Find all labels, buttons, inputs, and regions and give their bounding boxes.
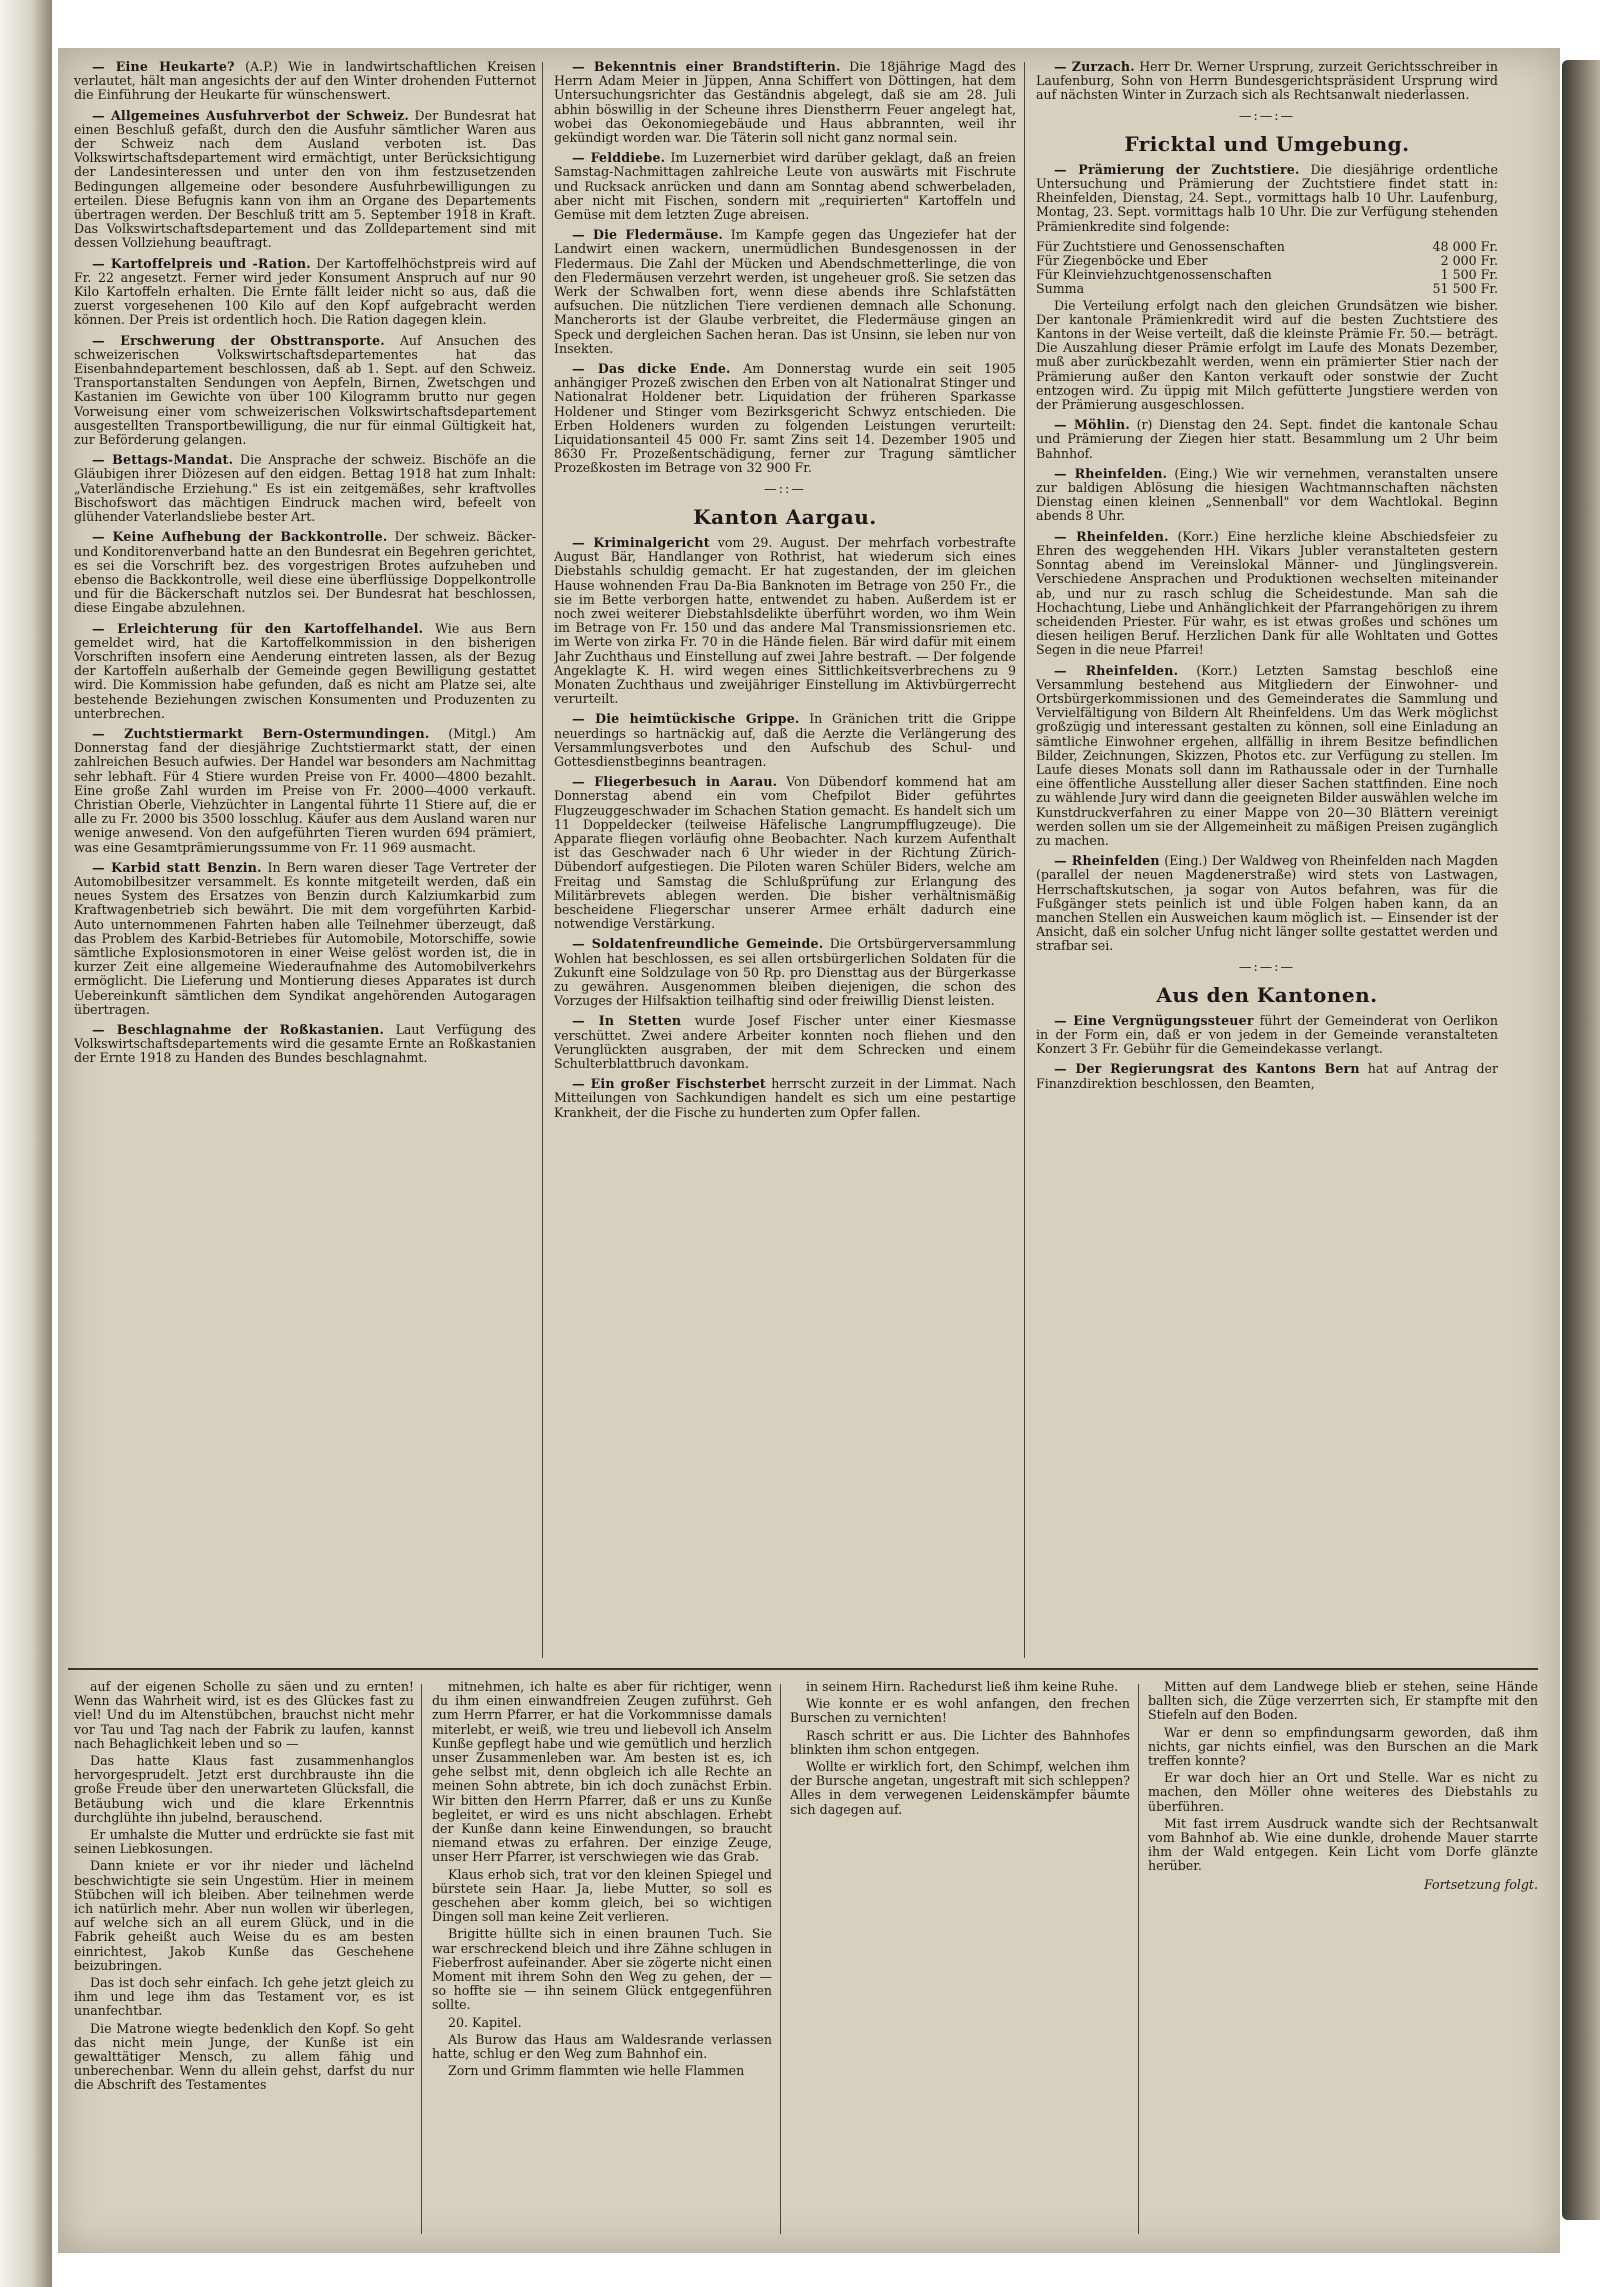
premium-credits-table xyxy=(1036,240,1498,297)
news-article xyxy=(74,60,536,103)
article-text: Der Bundesrat hat einen Beschluß gefaßt, durch den die Ausfuhr sämtlicher Waren aus der Schweiz nach dem Ausland verboten ist. Das Volkswirtschaftsdepartement wird ermächtigt, unter Berücksichtigung der Landesinteressen und unter den von ihm festzusetzenden Bedingungen allgemeine oder besondere Ausfuhrbewilligungen zu erteilen. Diese Befugnis kann von ihm an Organe des Departements übertragen werden. Der Beschluß tritt am 5. September 1918 in Kraft. Das Volkswirtschaftsdepartement und das Zolldepartement sind mit dessen Vollziehung beauftragt. xyxy=(74,107,536,251)
feuilleton-paragraph: Die Matrone wiegte bedenklich den Kopf. So geht das nicht mein Junge, der Kunße ist ein gewalttätiger Mensch, zu allem fähig und unberechenbar. Wenn du allein gehst, darfst du nur die Abschrift des Testamentes xyxy=(74,2020,414,2093)
feuilleton-column-1 xyxy=(74,1680,414,2240)
news-article xyxy=(1036,163,1498,234)
article-text: Die Ortsbürgerversammlung Wohlen hat beschlossen, es sei allen ortsbürgerlichen Soldaten für die Zukunft eine Soldzulage von 50 Rp. pro Diensttag aus der Bürgerkasse zu gewähren. Ausgenommen bleiben diejenigen, die schon des Vorzuges der Hilfsaktion teilhaftig sind oder freiwillig Dienst leisten. xyxy=(554,936,1016,1009)
article-headline: — In Stetten xyxy=(572,1013,682,1029)
news-article xyxy=(74,257,536,328)
news-article xyxy=(554,775,1016,931)
article-text: hat auf Antrag der Finanzdirektion beschlossen, den Beamten, xyxy=(1036,1061,1498,1091)
feuilleton-paragraph: Das hatte Klaus fast zusammenhanglos hervorgesprudelt. Jetzt erst durchbrauste ihn die große Freude über den unerwarteten Glücksfall, die Betäubung wich und die klare Erkenntnis durchglühte ihn jubelnd, berauschend. xyxy=(74,1753,414,1825)
article-text: (r) Dienstag den 24. Sept. findet die kantonale Schau und Prämierung der Ziegen hier statt. Besammlung um 2 Uhr beim Bahnhof. xyxy=(1036,417,1498,461)
article-text: Am Donnerstag wurde ein seit 1905 anhängiger Prozeß zwischen den Erben von alt Nationalrat Stinger und Nationalrat Holdener betr. Liquidation der früheren Sparkasse Holdener und Stinger vom Bezirksgericht Schwyz entschieden. Die Erben Holdeners wurden zu folgenden Leistungen verurteilt: Liquidationsanteil 45 000 Fr. samt Zins seit 14. Dezember 1905 und 8630 Fr. Prozeßentschädigung, ferner zur Tragung sämtlicher Prozeßkosten im Betrage von 32 900 Fr. xyxy=(554,361,1016,476)
news-article xyxy=(74,334,536,448)
section-divider: —:—:— xyxy=(1238,958,1296,974)
news-article xyxy=(554,362,1016,476)
article-text: Laut Verfügung des Volkswirtschaftsdepartements wird die gesamte Ernte an Roßkastanien der Ernte 1918 zu Handen des Bundes beschlagnahmt. xyxy=(74,1022,536,1066)
article-headline: — Karbid statt Benzin. xyxy=(92,859,262,875)
feuilleton-paragraph: Brigitte hüllte sich in einen braunen Tuch. Sie war erschreckend bleich und ihre Zähne schlugen in Fieberfrost aufeinander. Aber sie zögerte nicht einen Moment mit ihrem Sohn den Weg zu gehen, der — so hoffte sie — ihn seinem Glück entgegenführen sollte. xyxy=(432,1926,772,2013)
article-text: Im Kampfe gegen das Ungeziefer hat der Landwirt einen wackern, unermüdlichen Bundesgenossen in der Fledermaus. Die Zahl der Mücken und Abendschmetterlinge, die von den Fledermäusen verzehrt werden, ist ungeheuer groß. Sie setzen das Werk der Schwalben fort, wenn diese abends ihre Schlafstätten aufsuchen. Die nützlichen Tiere verdienen demnach alle Schonung. Mancherorts ist der Glaube verbreitet, die Fledermäuse gingen an Speck und dergleichen Sachen heran. Das ist Unsinn, sie leben nur von Insekten. xyxy=(554,227,1016,356)
article-text: (Korr.) Letzten Samstag beschloß eine Versammlung bestehend aus Mitgliedern der Einwohner- und Ortsbürgerkommissionen und des Gemeinderates die Sammlung und Vervielfältigung von Bildern Alt Rheinfeldens. Um das Werk möglichst großzügig und interessant gestalten zu können, soll eine Einladung an sämtliche Einwohner ergehen, allfällig in ihrem Besitze befindlichen Bilder, Zeichnungen, Skizzen, Photos etc. zur Verfügung zu stellen. Im Laufe dieses Monats soll dann im Rathaussale oder in der Turnhalle eine öffentliche Ausstellung aller dieser Sachen stattfinden. Eine noch zu wählende Jury wird dann die geeigneten Bilder auswählen welche im Kunstdruckverfahren zu einer Mappe von 20—30 Blättern vereinigt werden sollen um sie der Allgemeinheit zu mäßigen Preisen zugänglich zu machen. xyxy=(1036,662,1498,848)
feuilleton-col4-body xyxy=(1148,1680,1538,1874)
article-text: Die diesjährige ordentliche Untersuchung und Prämierung der Zuchtstiere findet statt in: Rheinfelden, Dienstag, 24. Sept., vormittags halb 10 Uhr. Laufenburg, Montag, 23. Sept. vormittags halb 10 Uhr. Die zur Verfügung stehenden Prämienkredite sind folgende: xyxy=(1036,161,1498,234)
news-article xyxy=(74,727,536,855)
section-divider: —::— xyxy=(764,480,806,496)
feuilleton-paragraph: Dann kniete er vor ihr nieder und lächelnd beschwichtigte sie sein Ungestüm. Hier in meinem Stübchen will ich bleiben. Aber teilnehmen werde ich natürlich mehr. Aber nun wollen wir überlegen, auf welche sich an all eurem Glück, und in die Fabrik geheißt auch Weise du es am besten einrichtest, Jakob Kunße das Geschehene beizubringen. xyxy=(74,1858,414,1973)
news-article xyxy=(74,861,536,1017)
newspaper-page xyxy=(58,48,1560,2253)
article-headline: — Fliegerbesuch in Aarau. xyxy=(572,774,778,790)
article-text: (Korr.) Eine herzliche kleine Abschiedsfeier zu Ehren des weggehenden HH. Vikars Jubler veranstalteten gestern Sonntag abend im Vereinslokal Männer- und Jünglingsverein. Verschiedene Ansprachen und Produktionen wechselten miteinander ab, und nur zu rasch schlug die Scheidestunde. Man sah die Hochachtung, Liebe und Anhänglichkeit der Pfarrangehörigen zu ihrem scheidenden Priester. Für wahr, es ist etwas großes und schönes um diesen heiligen Beruf. Herzlichen Dank für alle Wohltaten und Gottes Segen in die neue Pfarrei! xyxy=(1036,528,1498,658)
article-headline: — Allgemeines Ausfuhrverbot der Schweiz. xyxy=(92,107,409,123)
premium-credits-row xyxy=(1036,254,1498,268)
feuilleton-paragraph: Mitten auf dem Landwege blieb er stehen, seine Hände ballten sich, die Züge verzerrten sich, Er stampfte mit den Stiefeln auf den Boden. xyxy=(1148,1680,1538,1723)
feuilleton-paragraph: auf der eigenen Scholle zu säen und zu ernten! Wenn das Wahrheit wird, ist es des Glückes fast zu viel! Und du im Altenstübchen, brauchst nicht mehr vor Tau und Tag nach der Fabrik zu laufen, kannst nach Behaglichkeit leben und so — xyxy=(74,1680,414,1751)
news-article xyxy=(74,1023,536,1066)
news-article xyxy=(554,712,1016,769)
news-article xyxy=(74,622,536,721)
article-headline: — Eine Vergnügungssteuer xyxy=(1054,1012,1254,1028)
feuilleton-column-2 xyxy=(432,1680,772,2240)
news-article xyxy=(554,228,1016,356)
article-text: Im Luzernerbiet wird darüber geklagt, daß an freien Samstag-Nachmittagen zahlreiche Leute von auswärts mit Fischrute und Rucksack anrücken und dann am Sonntag abend schwerbeladen, aber nicht mit Fischen, sondern mit „requirierten" Kartoffeln und Gemüse mit dem letzten Zuge abreisen. xyxy=(554,150,1016,223)
news-column-3 xyxy=(1036,60,1498,1660)
article-text: Herr Dr. Werner Ursprung, zurzeit Gerichtsschreiber in Laufenburg, Sohn von Herrn Bundesgerichtspräsident Ursprung wird auf nächsten Winter in Zurzach sich als Rechtsanwalt niederlassen. xyxy=(1036,60,1498,103)
article-headline: — Kriminalgericht xyxy=(572,534,710,550)
column-rule xyxy=(1138,1684,1139,2234)
feuilleton-paragraph: Er umhalste die Mutter und erdrückte sie fast mit seinen Liebkosungen. xyxy=(74,1827,414,1857)
feuilleton-paragraph: Als Burow das Haus am Waldesrande verlassen hatte, schlug er den Weg zum Bahnhof ein. xyxy=(432,2031,772,2062)
article-text: In Bern waren dieser Tage Vertreter der Automobilbesitzer versammelt. Es konnte mitgeteilt werden, daß ein neues System des Ersatzes von Benzin durch Kalziumkarbid zum Kraftwagenbetrieb sich bewährt. Die mit dem vorgeführten Karbid-Auto unternommenen Fahrten haben alle Teilnehmer überzeugt, daß das Problem des Karbid-Betriebes für Automobile, Motorschiffe, sowie sämtliche Explosionsmotoren in einer Weise gelöst worden ist, die in kurzer Zeit eine allgemeine Wiederaufnahme des Automobilverkehrs ermöglicht. Die Lieferung und Montierung dieses Apparates ist durch Uebereinkunft sämtlichen dem Syndikat angehörenden Autogaragen übertragen. xyxy=(74,859,536,1017)
premium-credits-label: Für Zuchtstiere und Genossenschaften xyxy=(1036,238,1285,254)
news-section xyxy=(58,48,1560,1661)
article-headline: — Erschwerung der Obsttransporte. xyxy=(92,332,385,348)
article-headline: — Das dicke Ende. xyxy=(572,361,731,377)
article-headline: — Die heimtückische Grippe. xyxy=(572,711,800,727)
section-heading: Kanton Aargau. xyxy=(693,504,877,529)
article-text: Von Dübendorf kommend hat am Donnerstag abend ein vom Chefpilot Bider geführtes Flugzeuggeschwader im Schachen Station gemacht. Es handelt sich um 11 Doppeldecker (teilweise Häfelische Langrumpfflugzeuge). Die Apparate fliegen vorläufig ohne Beobachter. Nach kurzem Aufenthalt ist das Geschwader nach 6 Uhr wieder in der Richtung Zürich-Dübendorf aufgestiegen. Die Piloten waren Schüler Biders, welche am Freitag und Samstag die Schlußprüfung zur Erlangung des Militärbrevets ablegen werden. Die bisher verhältnismäßig bescheidene Fliegerschar unserer Armee erhält dadurch eine notwendige Verstärkung. xyxy=(554,774,1016,932)
article-headline: — Eine Heukarte? xyxy=(92,60,235,74)
article-headline: — Die Fledermäuse. xyxy=(572,227,724,243)
feuilleton-paragraph: Wie konnte er es wohl anfangen, den frechen Burschen zu vernichten! xyxy=(790,1696,1130,1726)
news-article xyxy=(74,109,536,251)
article-headline: — Bettags-Mandat. xyxy=(92,452,234,468)
article-headline: — Prämierung der Zuchtstiere. xyxy=(1054,161,1300,177)
premium-credits-row xyxy=(1036,268,1498,282)
article-text: (Eing.) Wie wir vernehmen, veranstalten unsere zur baldigen Ablösung die hiesigen Wachtmannschaften nächsten Dienstag einen kleinen „Sennenball" vor dem Wachtlokal. Beginn abends 8 Uhr. xyxy=(1036,465,1498,524)
article-headline: — Zuchtstiermarkt Bern-Ostermundingen. xyxy=(92,725,430,741)
article-headline: — Zurzach. xyxy=(1054,60,1135,74)
feuilleton-paragraph: War er denn so empfindungsarm geworden, daß ihm nichts, gar nichts einfiel, was den Burschen an die Mark treffen konnte? xyxy=(1148,1724,1538,1769)
article-headline: — Soldatenfreundliche Gemeinde. xyxy=(572,936,824,952)
feuilleton-separator-line xyxy=(68,1668,1538,1670)
news-article xyxy=(1036,60,1498,103)
article-headline: — Beschlagnahme der Roßkastanien. xyxy=(92,1022,385,1037)
article-text: Die 18jährige Magd des Herrn Adam Meier in Jüppen, Anna Schiffert von Döttingen, hat dem Untersuchungsrichter das Geständnis abgelegt, daß sie am 28. Juli abhin böswillig in der Scheune ihres Dienstherrn Feuer angelegt hat, wobei das Oekonomiegebäude und Haus abbrannten, weil ihr gekündigt worden war. Die Täterin soll nicht ganz normal sein. xyxy=(554,60,1016,146)
article-text: führt der Gemeinderat von Oerlikon in der Form ein, daß er von jedem in der Gemeinde veranstalteten Konzert 3 Fr. Gebühr für die Gemeindekasse verlangt. xyxy=(1036,1012,1498,1057)
article-headline: — Rheinfelden. xyxy=(1054,662,1179,678)
news-article xyxy=(554,937,1016,1008)
news-article xyxy=(1036,299,1498,413)
news-article xyxy=(1036,1014,1498,1057)
article-text: Die Verteilung erfolgt nach den gleichen Grundsätzen wie bisher. Der kantonale Prämienkredit wird auf die besten Zuchtstiere des Kantons in der Weise verteilt, daß die kleinste Prämie Fr. 50.— beträgt. Die Auszahlung dieser Prämie erfolgt im Laufe des Monats Dezember, muß aber zurückbezahlt werden, wenn ein prämierter Stier nach der Prämierung außer den Kanton verkauft oder sonstwie der Zucht entzogen wird. Zu üppig mit Milch gefütterte Jungstiere werden von der Prämierung ausgeschlossen. xyxy=(1036,297,1498,413)
article-text: (A.P.) Wie in landwirtschaftlichen Kreisen verlautet, hält man angesichts der auf den Winter drohenden Futternot die Einführung der Heukarte für wünschenswert. xyxy=(74,60,536,103)
news-article xyxy=(554,60,1016,145)
article-headline: — Rheinfelden. xyxy=(1054,528,1169,544)
article-headline: — Felddiebe. xyxy=(572,150,666,166)
continuation-note: Fortsetzung folgt. xyxy=(1423,1876,1538,1892)
news-article xyxy=(1036,1062,1498,1090)
article-text: (Mitgl.) Am Donnerstag fand der diesjährige Zuchtstiermarkt statt, der einen zahlreichen Besuch aufwies. Der Handel war besonders am Nachmittag sehr lebhaft. Für 4 Stiere wurden Preise von Fr. 4000—4800 bezahlt. Eine große Zahl wurden im Preise von Fr. 2000—4000 verkauft. Christian Oberle, Viehzüchter in Langental führte 11 Stiere auf, die er alle zu Fr. 2000 bis 3500 losschlug. Käufer aus dem Ausland waren nur wenige anwesend. Von den aufgeführten Tieren wurden 694 prämiert, was eine Gesamtprämierungssumme von Fr. 11 969 ausmacht. xyxy=(74,725,536,855)
article-headline: — Rheinfelden. xyxy=(1054,465,1168,481)
article-text: Der schweiz. Bäcker- und Konditorenverband hatte an den Bundesrat ein Begehren gerichtet, es sei die Vorschrift bez. des vorgestrigen Brotes aufzuheben und ebenso die Backkontrolle, weil diese eine überflüssige Doppelkontrolle und für die Bäckerschaft nutzlos sei. Der Bundesrat hat beschlossen, diese Eingabe abzulehnen. xyxy=(74,529,536,616)
scan-binding-edge-left xyxy=(0,0,52,2287)
article-text: wurde Josef Fischer unter einer Kiesmasse verschüttet. Zwei andere Arbeiter konnten noch fliehen und den Verunglückten ausgraben, der mit dem Schrecken und einem Schulterblattbruch davonkam. xyxy=(554,1013,1016,1071)
news-article xyxy=(1036,418,1498,461)
premium-credits-amount: 1 500 Fr. xyxy=(1440,267,1498,283)
news-article xyxy=(74,530,536,615)
article-headline: — Der Regierungsrat des Kantons Bern xyxy=(1054,1061,1360,1077)
article-headline: — Kartoffelpreis und -Ration. xyxy=(92,255,311,271)
scan-binding-edge-right xyxy=(1562,60,1600,2220)
feuilleton-paragraph: Zorn und Grimm flammten wie helle Flammen xyxy=(448,2063,745,2079)
feuilleton-paragraph: Rasch schritt er aus. Die Lichter des Bahnhofes blinkten ihm schon entgegen. xyxy=(790,1727,1130,1757)
feuilleton-paragraph: in seinem Hirn. Rachedurst ließ ihm keine Ruhe. xyxy=(806,1680,1119,1694)
feuilleton-column-4 xyxy=(1148,1680,1538,2240)
article-text: Wie aus Bern gemeldet wird, hat die Kartoffelkommission in den bisherigen Vorschriften insofern eine Aenderung eintreten lassen, als der Bezug der Kartoffeln außerhalb der Gemeinde gegen Bewilligung gestattet wird. Die Kommission habe gefunden, daß es nicht am Platze sei, alte bestehende Beziehungen zwischen Konsumenten und Produzenten zu unterbrechen. xyxy=(74,620,536,721)
article-text: herrscht zurzeit in der Limmat. Nach Mitteilungen von Sachkundigen handelt es sich um eine pestartige Krankheit, der die Fische zu hunderten zum Opfer fallen. xyxy=(554,1076,1016,1120)
article-headline: — Erleichterung für den Kartoffelhandel. xyxy=(92,620,424,636)
news-column-1 xyxy=(74,60,536,1660)
article-headline: — Keine Aufhebung der Backkontrolle. xyxy=(92,529,388,545)
feuilleton-column-3 xyxy=(790,1680,1130,2240)
article-text: vom 29. August. Der mehrfach vorbestrafte August Bär, Handlanger von Rothrist, hat wiederum sich eines Diebstahls schuldig gemacht. Er hat zugestanden, der im gleichen Hause wohnenden Frau Da-Bia Banknoten im Betrage von 250 Fr., die sie im Bette verborgen hatte, entwendet zu haben. Außerdem ist er noch zwei weiterer Diebstahlsdelikte überführt worden, wo ihm Wein im Betrage von Fr. 150 und das andere Mal Transmissionsriemen etc. im Werte von zirka Fr. 70 in die Hände fielen. Bär wird dafür mit einem Jahr Zuchthaus und Einstellung auf zwei Jahre bestraft. — Der folgende Angeklagte K. H. wird wegen eines Sittlichkeitsverbrechens zu 9 Monaten Zuchthaus und zweijähriger Einstellung im Aktivbürgerrecht verurteilt. xyxy=(554,534,1016,707)
news-article xyxy=(554,151,1016,222)
column-rule xyxy=(1024,62,1025,1658)
news-article xyxy=(554,1077,1016,1120)
section-heading: Aus den Kantonen. xyxy=(1156,982,1378,1007)
article-text: Die Ansprache der schweiz. Bischöfe an die Gläubigen ihrer Diözesen auf den eidgen. Bettag 1918 hat zum Inhalt: „Vaterländische Erziehung." Es ist ein zeitgemäßes, sehr kraftvolles Bischofswort das mächtigen Eindruck machen wird, befeelt von glühender Vaterlandsliebe bester Art. xyxy=(74,452,536,525)
feuilleton-paragraph: Das ist doch sehr einfach. Ich gehe jetzt gleich zu ihm und lege ihm das Testament vor, es ist unanfechtbar. xyxy=(74,1975,414,2019)
news-article xyxy=(1036,530,1498,658)
feuilleton-paragraph: Klaus erhob sich, trat vor den kleinen Spiegel und bürstete sein Haar. Ja, liebe Mutter, so soll es geschehen aber komm gleich, bei so wichtigen Dingen soll man keine Zeit verlieren. xyxy=(432,1866,772,1925)
premium-credits-label: Für Ziegenböcke und Eber xyxy=(1036,253,1208,269)
news-article xyxy=(554,536,1016,706)
section-heading: Fricktal und Umgebung. xyxy=(1124,131,1410,156)
feuilleton-section xyxy=(58,1680,1560,2240)
premium-credits-label: Summa xyxy=(1036,281,1085,297)
news-article xyxy=(74,453,536,524)
premium-credits-row xyxy=(1036,282,1498,296)
feuilleton-paragraph: Er war doch hier an Ort und Stelle. War es nicht zu machen, den Möller ohne weiteres des Diebstahls zu überführen. xyxy=(1148,1770,1538,1814)
article-text: Auf Ansuchen des schweizerischen Volkswirtschaftsdepartementes hat das Eisenbahndepartement beschlossen, daß ab 1. Sept. auf den Schweiz. Transportanstalten Sendungen von Aepfeln, Birnen, Zwetschgen und Kastanien im Gewichte von über 100 Kilogramm brutto nur gegen Vorweisung einer vom schweizerischen Volkswirtschaftsdepartement ausgestellten Transportbewilligung, die nur für einmal Gültigkeit hat, zur Beförderung gelangen. xyxy=(74,332,536,448)
column-rule xyxy=(780,1684,781,2234)
premium-credits-amount: 51 500 Fr. xyxy=(1432,281,1498,297)
column-rule xyxy=(421,1684,422,2234)
premium-credits-row xyxy=(1036,240,1498,254)
news-article xyxy=(1036,854,1498,953)
article-headline: — Rheinfelden xyxy=(1054,853,1160,869)
feuilleton-paragraph: 20. Kapitel. xyxy=(448,2014,522,2030)
premium-credits-amount: 48 000 Fr. xyxy=(1432,238,1498,254)
section-divider: —:—:— xyxy=(1238,107,1296,123)
feuilleton-paragraph: mitnehmen, ich halte es aber für richtiger, wenn du ihm einen einwandfreien Zeugen zuführst. Geh zum Herrn Pfarrer, er hat die Vorkommnisse damals miterlebt, er weiß, wie treu und liebevoll ich Anselm Kunße gepflegt habe und wie gemütlich und herzlich unser Zusammenleben war. Am besten ist es, ich gehe selbst mit, denn obgleich ich alle Rechte an meinen Sohn abtrete, bin ich doch zunächst Erbin. Wir bitten den Herrn Pfarrer, daß er uns zu Kunße begleitet, er wird es uns nicht abschlagen. Erhebt der Kunße dann keine Einwendungen, so braucht niemand etwas zu erfahren. Der einzige Zeuge, unser Herr Pfarrer, ist verschwiegen wie das Grab. xyxy=(432,1680,772,1865)
article-headline: — Bekenntnis einer Brandstifterin. xyxy=(572,60,841,74)
article-headline: — Ein großer Fischsterbet xyxy=(572,1076,766,1092)
premium-credits-amount: 2 000 Fr. xyxy=(1440,253,1498,269)
article-text: (Eing.) Der Waldweg von Rheinfelden nach Magden (parallel der neuen Magdenerstraße) wird stets von Lastwagen, Herrschaftskutschen, ja sogar von Autos befahren, was für die Fußgänger stets peinlich ist und üble Folgen haben kann, da an manchen Stellen ein Ausweichen kaum möglich ist. — Einsender ist der Ansicht, daß ein solcher Unfug nicht länger sollte gestattet werden und strafbar sei. xyxy=(1036,853,1498,954)
news-column-2 xyxy=(554,60,1016,1660)
article-text: Der Kartoffelhöchstpreis wird auf Fr. 22 angesetzt. Ferner wird jeder Konsument Anspruch auf nur 90 Kilo Kartoffeln erhalten. Die Ernte fällt leider nicht so aus, daß die zuerst vorgesehenen 100 Kilo auf den Kopf aufgebracht werden können. Der Preis ist ordentlich hoch. Die Ration dagegen klein. xyxy=(74,255,536,328)
premium-credits-label: Für Kleinviehzuchtgenossenschaften xyxy=(1036,267,1272,283)
article-text: In Gränichen tritt die Grippe neuerdings so hartnäckig auf, daß die Aerzte die Verlängerung des Versammlungsverbotes und den Aufschub des Schul- und Gottesdienstbeginns beantragen. xyxy=(554,711,1016,769)
column-rule xyxy=(542,62,543,1658)
news-article xyxy=(1036,467,1498,524)
feuilleton-paragraph: Mit fast irrem Ausdruck wandte sich der Rechtsanwalt vom Bahnhof ab. Wie eine dunkle, drohende Mauer starrte ihm der Wald entgegen. Kein Licht vom Dorfe glänzte herüber. xyxy=(1148,1815,1538,1874)
feuilleton-paragraph: Wollte er wirklich fort, den Schimpf, welchen ihm der Bursche angetan, ungestraft mit sich schleppen? Alles in dem verwegenen Leidenskämpfer bäumte sich dagegen auf. xyxy=(790,1759,1130,1817)
news-article xyxy=(1036,664,1498,849)
news-article xyxy=(554,1014,1016,1071)
article-headline: — Möhlin. xyxy=(1054,417,1130,433)
